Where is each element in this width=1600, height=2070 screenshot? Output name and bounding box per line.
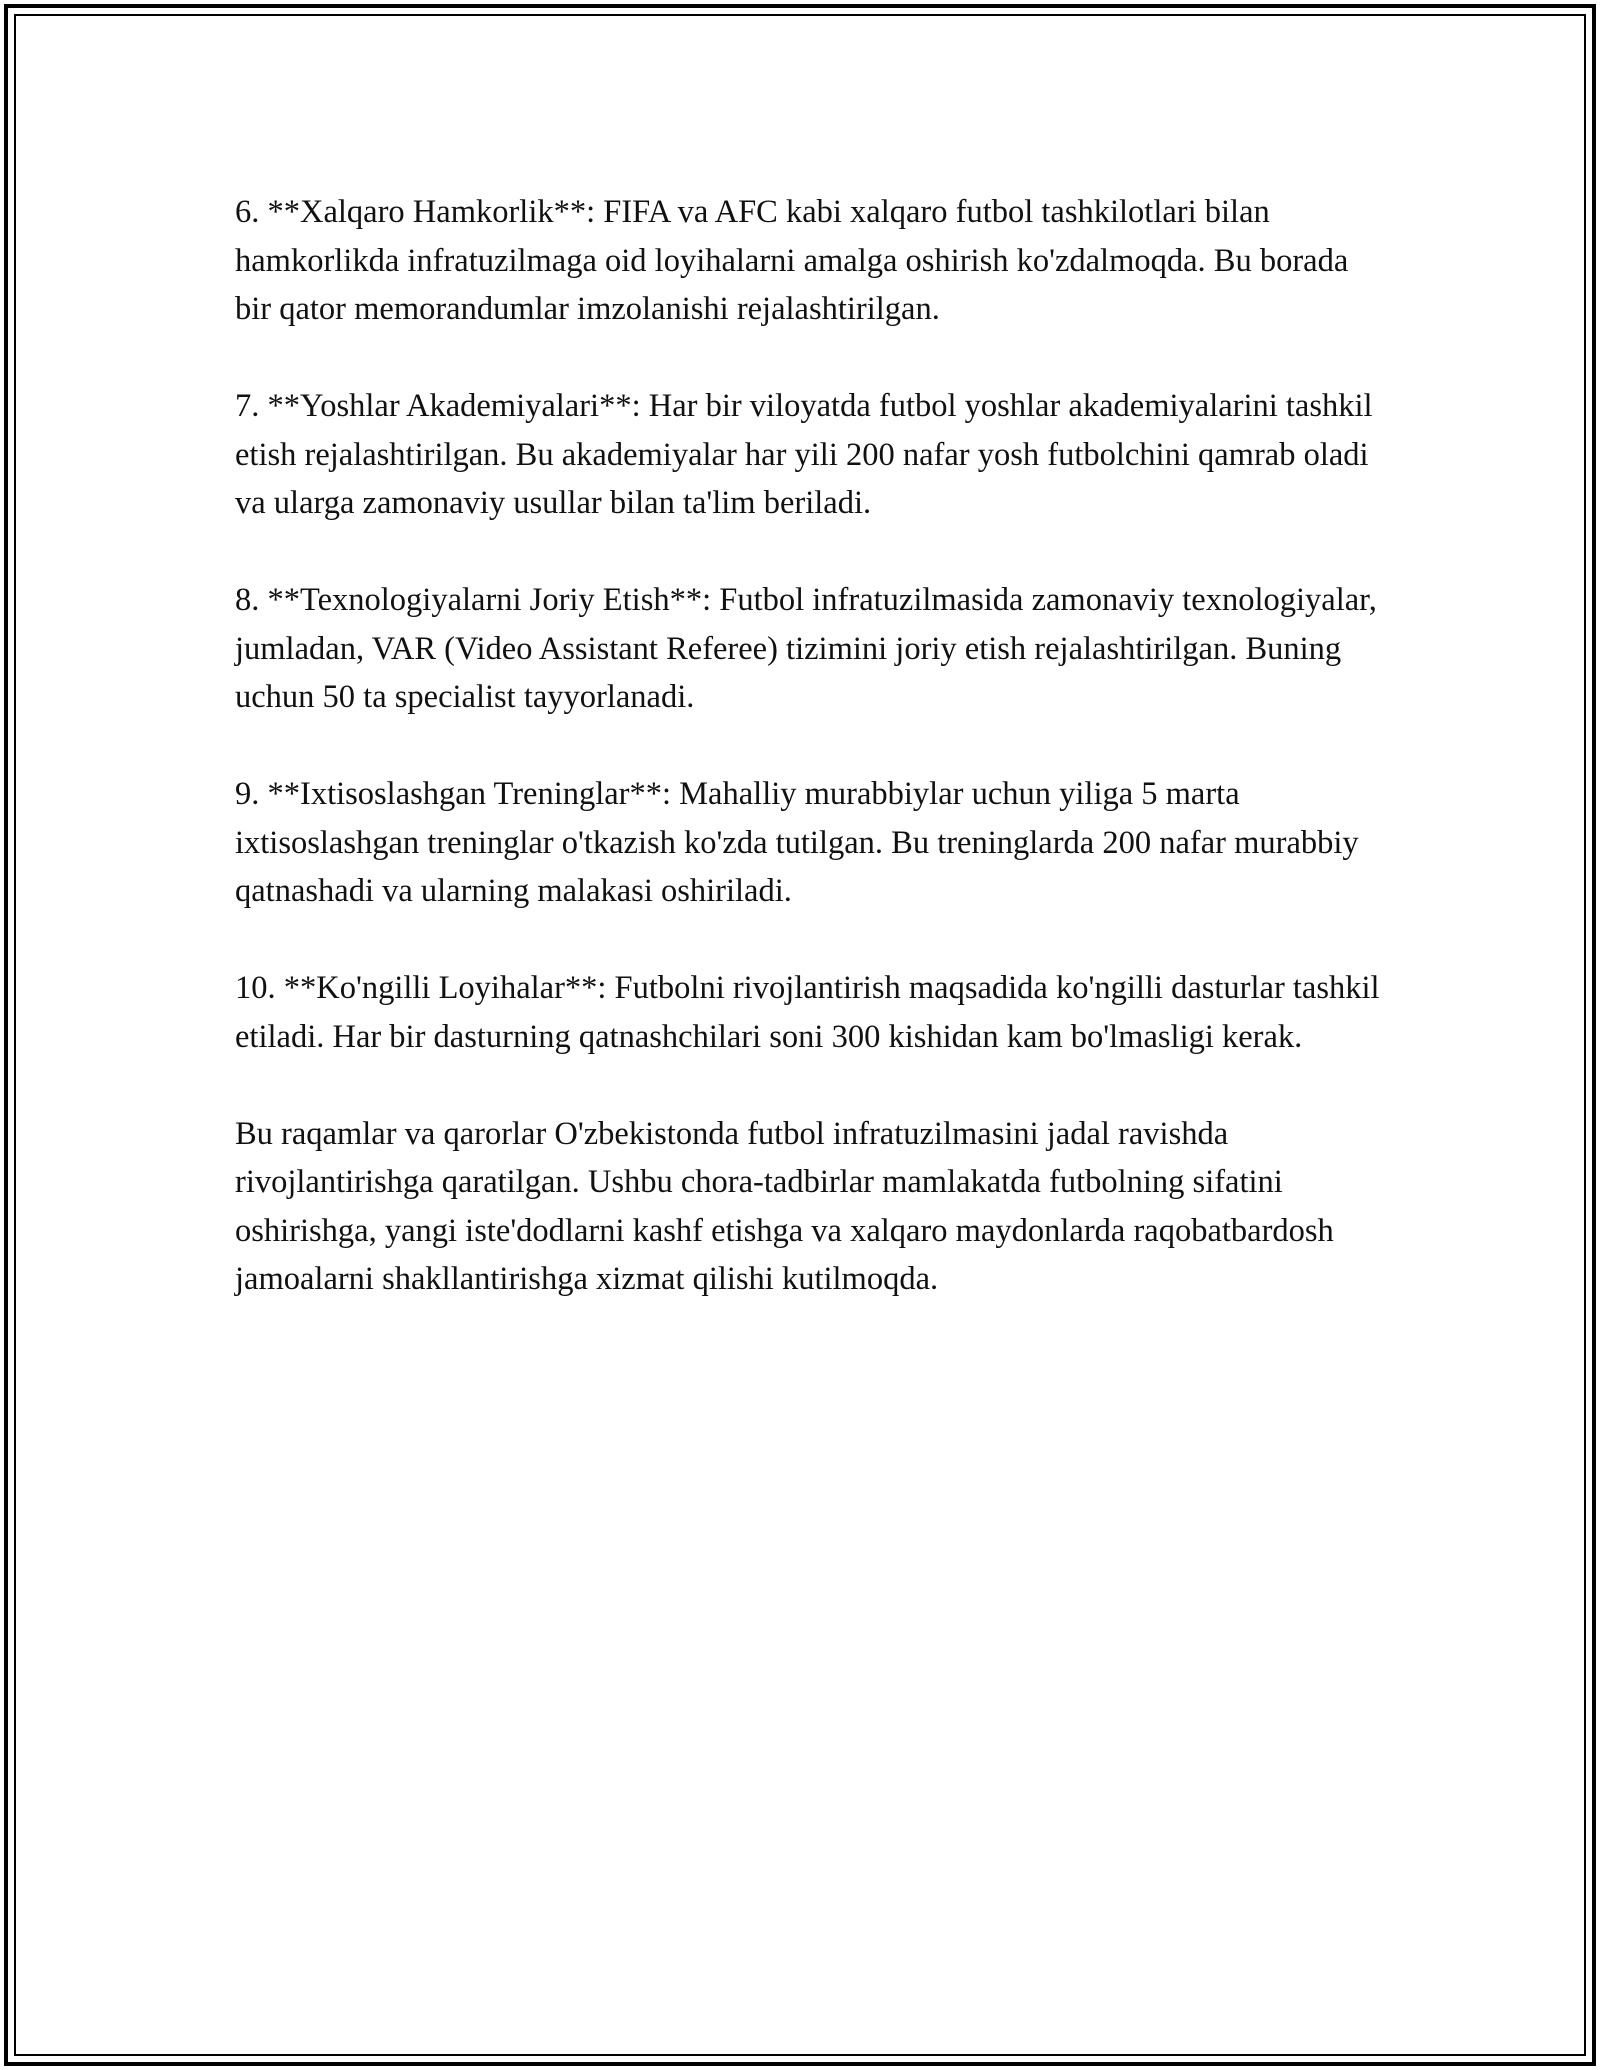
paragraph-texnologiyalarni-joriy-etish: 8. **Texnologiyalarni Joriy Etish**: Futbol infratuzilmasida zamonaviy texnologiyalar, jumladan, VAR (Video Assistant Referee) tizimini joriy etish rejalashtirilgan. Buning uchun 50 ta specialist tayyorlanadi. (235, 582, 1377, 715)
paragraph-xalqaro-hamkorlik: 6. **Xalqaro Hamkorlik**: FIFA va AFC kabi xalqaro futbol tashkilotlari bilan hamkorlikda infratuzilmaga oid loyihalarni amalga oshirish ko'zdalmoqda. Bu borada bir qator memorandumlar imzolanishi rejalashtirilgan. (235, 194, 1349, 327)
paragraph-conclusion: Bu raqamlar va qarorlar O'zbekistonda futbol infratuzilmasini jadal ravishda rivojlantirishga qaratilgan. Ushbu chora-tadbirlar mamlakatda futbolning sifatini oshirishga, yangi iste'dodlarni kashf etishga va xalqaro maydonlarda raqobatbardosh jamoalarni shakllantirishga xizmat qilishi kutilmoqda. (235, 1115, 1334, 1297)
document-body (235, 188, 1385, 1352)
paragraph-yoshlar-akademiyalari: 7. **Yoshlar Akademiyalari**: Har bir viloyatda futbol yoshlar akademiyalarini tashkil etish rejalashtirilgan. Bu akademiyalar har yili 200 nafar yosh futbolchini qamrab oladi va ularga zamonaviy usullar bilan ta'lim beriladi. (235, 388, 1373, 521)
paragraph-ixtisoslashgan-treninglar: 9. **Ixtisoslashgan Treninglar**: Mahalliy murabbiylar uchun yiliga 5 marta ixtisoslashgan treninglar o'tkazish ko'zda tutilgan. Bu treninglarda 200 nafar murabbiy qatnashadi va ularning malakasi oshiriladi. (235, 776, 1359, 909)
paragraph-kongilli-loyihalar: 10. **Ko'ngilli Loyihalar**: Futbolni rivojlantirish maqsadida ko'ngilli dasturlar tashkil etiladi. Har bir dasturning qatnashchilari soni 300 kishidan kam bo'lmasligi kerak. (235, 970, 1380, 1055)
